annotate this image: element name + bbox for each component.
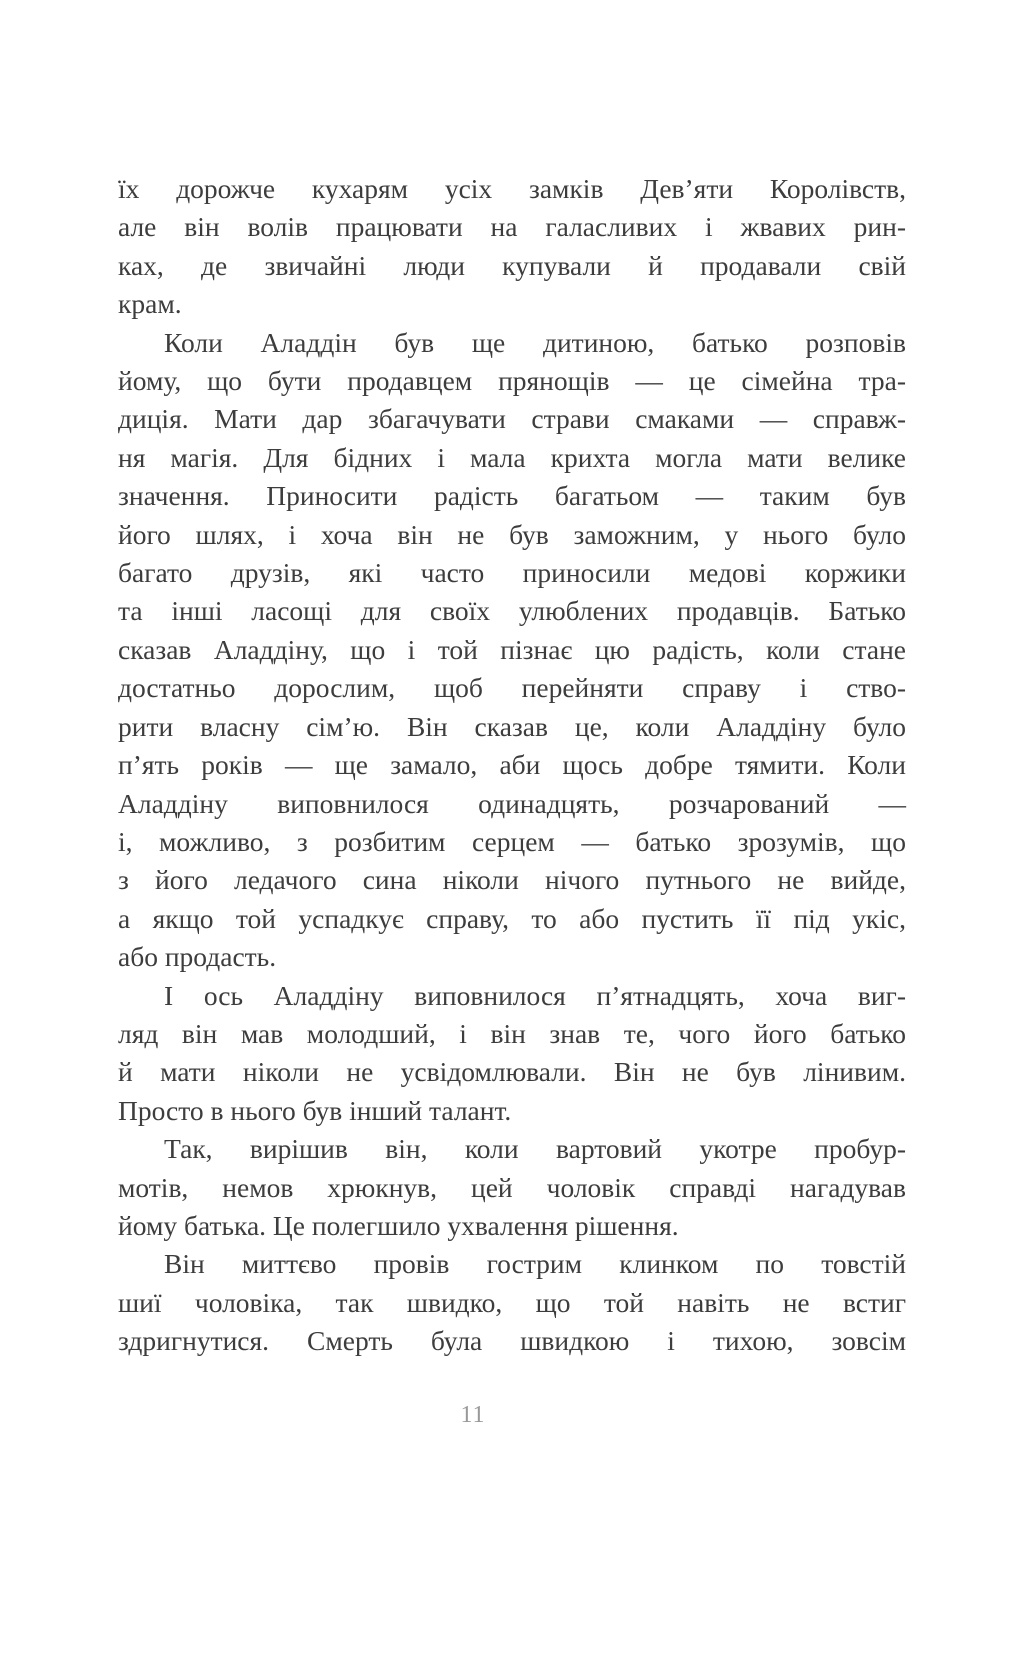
text-line: але він волів працювати на галасливих і жвавих рин- bbox=[118, 211, 906, 243]
text-line: їх дорожче кухарям усіх замків Дев’яти Королівств, bbox=[118, 173, 906, 204]
paragraph bbox=[118, 170, 906, 324]
paragraph bbox=[118, 1130, 906, 1245]
text-line: Просто в нього був інший талант. bbox=[118, 1094, 512, 1126]
text-line: та інші ласощі для своїх улюблених продавців. Батько bbox=[118, 595, 906, 627]
text-line: здригнутися. Смерть була швидкою і тихою, зовсім bbox=[118, 1325, 906, 1357]
text-line: Так, вирішив він, коли вартовий укотре пробур- bbox=[164, 1133, 906, 1165]
text-line: й мати ніколи не усвідомлювали. Він не був лінивим. bbox=[118, 1056, 906, 1088]
page-number: 11 bbox=[460, 1402, 486, 1428]
text-line: а якщо той успадкує справу, то або пустить її під укіс, bbox=[118, 902, 906, 934]
text-line: значення. Приносити радість багатьом — таким був bbox=[118, 480, 906, 512]
text-line: ках, де звичайні люди купували й продавали свій bbox=[118, 249, 906, 281]
text-line: рити власну сім’ю. Він сказав це, коли Аладдіну було bbox=[118, 710, 906, 742]
text-line: багато друзів, які часто приносили медові коржики bbox=[118, 557, 906, 589]
text-line: з його ледачого сина ніколи нічого путнього не вийде, bbox=[118, 864, 906, 896]
text-line: сказав Аладдіну, що і той пізнає цю радість, коли стане bbox=[118, 633, 906, 665]
text-line: йому батька. Це полегшило ухвалення рішення. bbox=[118, 1209, 679, 1241]
text-line: Він миттєво провів гострим клинком по товстій bbox=[164, 1248, 906, 1280]
paragraph bbox=[118, 977, 906, 1131]
text-line: і, можливо, з розбитим серцем — батько зрозумів, що bbox=[118, 825, 906, 857]
text-line: ляд він мав молодший, і він знав те, чого його батько bbox=[118, 1017, 906, 1049]
text-line: мотів, немов хрюкнув, цей чоловік справді нагадував bbox=[118, 1171, 906, 1203]
text-column bbox=[118, 170, 906, 1361]
text-line: диція. Мати дар збагачувати страви смаками — справж- bbox=[118, 403, 906, 435]
text-line: йому, що бути продавцем прянощів — це сімейна тра- bbox=[118, 365, 906, 397]
text-line: Коли Аладдін був ще дитиною, батько розповів bbox=[164, 326, 906, 358]
text-line: І ось Аладдіну виповнилося п’ятнадцять, хоча виг- bbox=[164, 979, 906, 1011]
paragraph bbox=[118, 324, 906, 977]
text-line: або продасть. bbox=[118, 941, 277, 973]
text-line: достатньо дорослим, щоб перейняти справу і ство- bbox=[118, 672, 906, 704]
text-line: ня магія. Для бідних і мала крихта могла мати велике bbox=[118, 441, 906, 473]
text-line: Аладдіну виповнилося одинадцять, розчарований — bbox=[118, 787, 906, 819]
paragraph bbox=[118, 1245, 906, 1360]
text-line: шиї чоловіка, так швидко, що той навіть не встиг bbox=[118, 1286, 906, 1318]
text-line: крам. bbox=[118, 288, 182, 320]
text-line: його шлях, і хоча він не був заможним, у нього було bbox=[118, 518, 906, 550]
text-line: п’ять років — ще замало, аби щось добре тямити. Коли bbox=[118, 749, 906, 781]
